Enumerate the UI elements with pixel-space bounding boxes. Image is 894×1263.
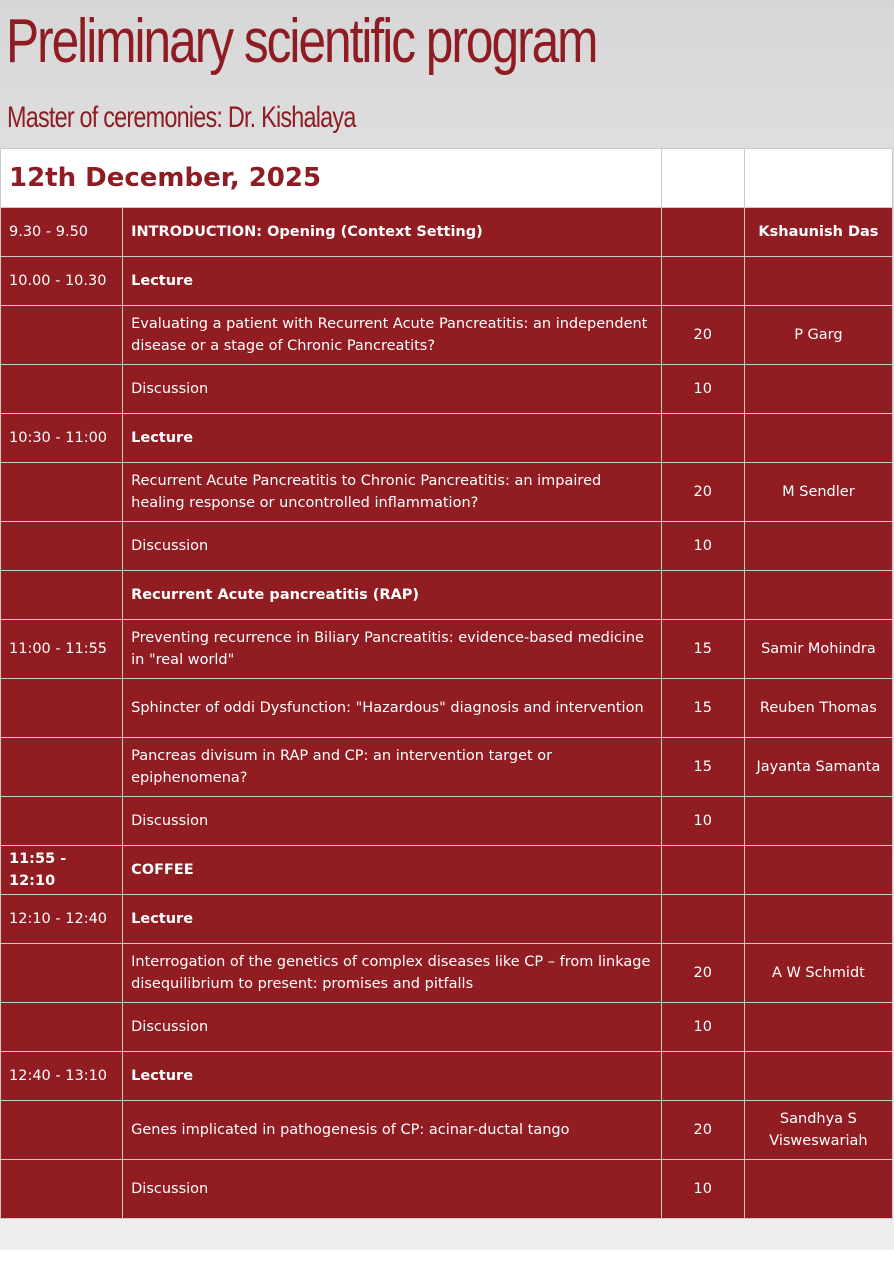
duration-cell: 10 [661, 1160, 744, 1219]
topic-cell: Lecture [123, 257, 662, 306]
time-cell: 11:00 - 11:55 [1, 620, 123, 679]
table-row [1, 306, 893, 365]
speaker-cell: Reuben Thomas [744, 679, 892, 738]
table-row [1, 1160, 893, 1219]
table-row [1, 414, 893, 463]
speaker-cell [744, 1052, 892, 1101]
speaker-cell: Samir Mohindra [744, 620, 892, 679]
duration-cell: 20 [661, 463, 744, 522]
duration-cell: 20 [661, 1101, 744, 1160]
table-row [1, 571, 893, 620]
topic-cell: Pancreas divisum in RAP and CP: an intervention target or epiphenomena? [123, 738, 662, 797]
time-cell [1, 365, 123, 414]
topic-cell: Preventing recurrence in Biliary Pancreatitis: evidence-based medicine in "real world" [123, 620, 662, 679]
date-header-empty-cell [744, 149, 892, 208]
topic-cell: Recurrent Acute pancreatitis (RAP) [123, 571, 662, 620]
speaker-cell [744, 1003, 892, 1052]
topic-cell: Lecture [123, 895, 662, 944]
schedule-table [0, 148, 893, 1219]
speaker-cell [744, 414, 892, 463]
duration-cell [661, 257, 744, 306]
time-cell [1, 1003, 123, 1052]
topic-cell: Interrogation of the genetics of complex diseases like CP – from linkage disequilibrium to present: promises and pitfalls [123, 944, 662, 1003]
topic-cell: Recurrent Acute Pancreatitis to Chronic Pancreatitis: an impaired healing response or uncontrolled inflammation? [123, 463, 662, 522]
topic-cell: Evaluating a patient with Recurrent Acute Pancreatitis: an independent disease or a stage of Chronic Pancreatits? [123, 306, 662, 365]
time-cell: 11:55 - 12:10 [1, 846, 123, 895]
speaker-cell [744, 797, 892, 846]
duration-cell [661, 846, 744, 895]
time-cell: 10:30 - 11:00 [1, 414, 123, 463]
table-row [1, 797, 893, 846]
time-cell: 9.30 - 9.50 [1, 208, 123, 257]
topic-cell: Lecture [123, 1052, 662, 1101]
topic-cell: Lecture [123, 414, 662, 463]
speaker-cell [744, 522, 892, 571]
speaker-cell [744, 365, 892, 414]
duration-cell: 20 [661, 944, 744, 1003]
time-cell [1, 463, 123, 522]
duration-cell: 15 [661, 738, 744, 797]
table-row [1, 944, 893, 1003]
speaker-cell: Kshaunish Das [744, 208, 892, 257]
table-row [1, 620, 893, 679]
time-cell: 12:40 - 13:10 [1, 1052, 123, 1101]
time-cell [1, 679, 123, 738]
topic-cell: INTRODUCTION: Opening (Context Setting) [123, 208, 662, 257]
duration-cell [661, 895, 744, 944]
duration-cell [661, 414, 744, 463]
duration-cell: 15 [661, 620, 744, 679]
duration-cell [661, 1052, 744, 1101]
time-cell [1, 797, 123, 846]
table-row [1, 738, 893, 797]
time-cell [1, 1101, 123, 1160]
table-row [1, 1003, 893, 1052]
duration-cell: 10 [661, 797, 744, 846]
speaker-cell: P Garg [744, 306, 892, 365]
speaker-cell [744, 257, 892, 306]
table-row [1, 257, 893, 306]
duration-cell: 10 [661, 522, 744, 571]
time-cell [1, 571, 123, 620]
duration-cell: 10 [661, 1003, 744, 1052]
duration-cell: 10 [661, 365, 744, 414]
time-cell [1, 522, 123, 571]
speaker-cell: A W Schmidt [744, 944, 892, 1003]
speaker-cell: M Sendler [744, 463, 892, 522]
speaker-cell [744, 571, 892, 620]
speaker-cell [744, 846, 892, 895]
duration-cell [661, 208, 744, 257]
time-cell: 12:10 - 12:40 [1, 895, 123, 944]
table-row [1, 679, 893, 738]
table-row [1, 1101, 893, 1160]
topic-cell: Discussion [123, 522, 662, 571]
topic-cell: COFFEE [123, 846, 662, 895]
duration-cell: 20 [661, 306, 744, 365]
time-cell [1, 1160, 123, 1219]
topic-cell: Genes implicated in pathogenesis of CP: acinar-ductal tango [123, 1101, 662, 1160]
time-cell [1, 306, 123, 365]
duration-cell: 15 [661, 679, 744, 738]
topic-cell: Discussion [123, 1160, 662, 1219]
topic-cell: Discussion [123, 797, 662, 846]
speaker-cell: Sandhya S Visweswariah [744, 1101, 892, 1160]
table-row [1, 1052, 893, 1101]
table-row [1, 522, 893, 571]
speaker-cell [744, 895, 892, 944]
time-cell [1, 738, 123, 797]
topic-cell: Discussion [123, 1003, 662, 1052]
master-of-ceremonies-subtitle: Master of ceremonies: Dr. Kishalaya [7, 101, 356, 134]
page-title: Preliminary scientific program [6, 7, 597, 76]
date-heading: 12th December, 2025 [1, 149, 662, 208]
topic-cell: Discussion [123, 365, 662, 414]
date-header-empty-cell [661, 149, 744, 208]
footer-strip [0, 1250, 894, 1263]
table-row [1, 846, 893, 895]
date-header-row [1, 149, 893, 208]
table-row [1, 365, 893, 414]
time-cell: 10.00 - 10.30 [1, 257, 123, 306]
table-row [1, 895, 893, 944]
time-cell [1, 944, 123, 1003]
speaker-cell: Jayanta Samanta [744, 738, 892, 797]
table-row [1, 208, 893, 257]
topic-cell: Sphincter of oddi Dysfunction: "Hazardous" diagnosis and intervention [123, 679, 662, 738]
speaker-cell [744, 1160, 892, 1219]
table-row [1, 463, 893, 522]
duration-cell [661, 571, 744, 620]
